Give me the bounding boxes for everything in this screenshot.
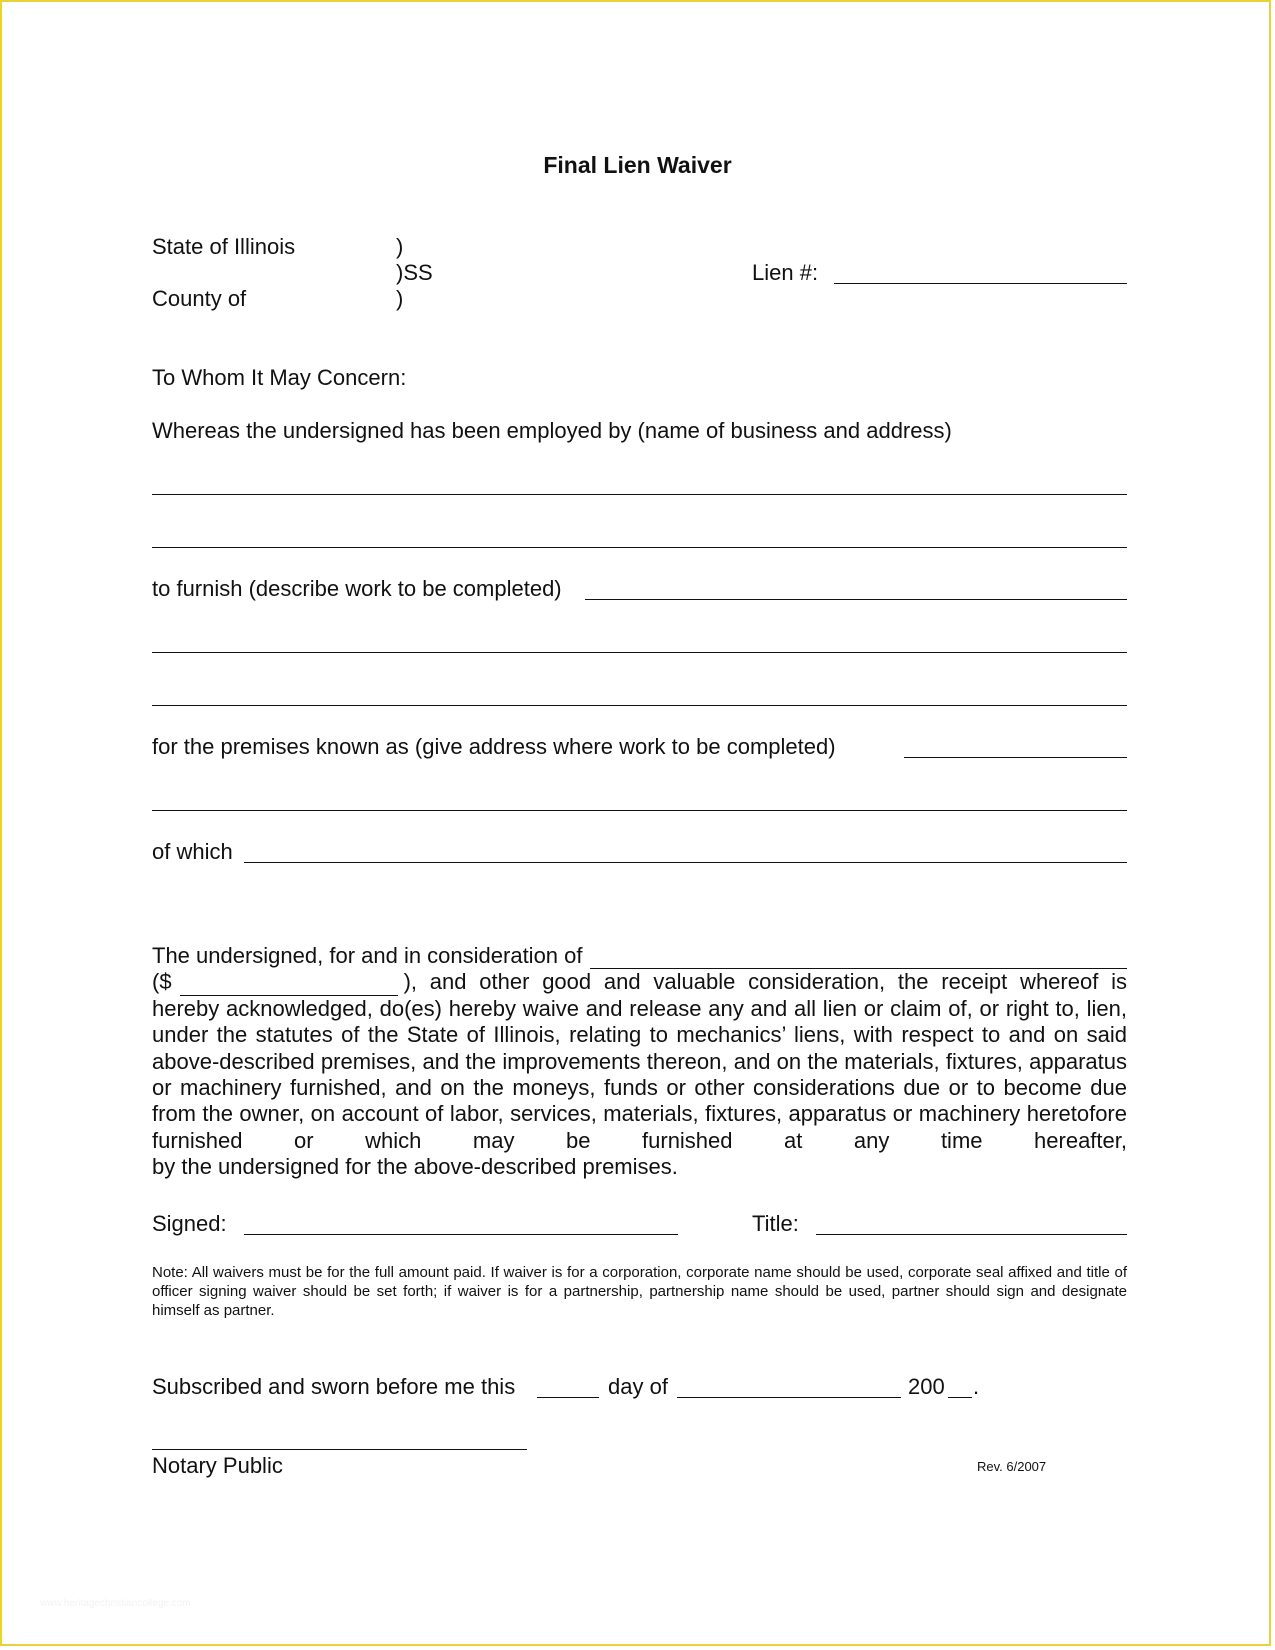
document-title: Final Lien Waiver	[543, 152, 732, 178]
employed-by-text: Whereas the undersigned has been employed by (name of business and address)	[152, 418, 952, 443]
notary-public-label: Notary Public	[152, 1453, 283, 1478]
title-label: Title:	[752, 1211, 799, 1236]
premises-text: for the premises known as (give address where work to be completed)	[152, 734, 836, 759]
signature-field[interactable]	[244, 1234, 678, 1235]
consideration-intro: The undersigned, for and in consideration of	[152, 943, 583, 968]
watermark: www.heritagechristiancollege.com	[40, 1598, 191, 1609]
consideration-words-field[interactable]	[590, 948, 1127, 969]
state-label: State of Illinois	[152, 234, 296, 259]
signed-label: Signed:	[152, 1211, 227, 1236]
lien-number-label: Lien #:	[752, 260, 819, 285]
sworn-text-part3: 200	[908, 1374, 945, 1399]
ss-label: )SS	[396, 260, 433, 285]
sworn-month-field[interactable]	[677, 1397, 901, 1398]
sworn-text-part1: Subscribed and sworn before me this	[152, 1374, 516, 1399]
salutation: To Whom It May Concern:	[152, 365, 407, 390]
sworn-year-field[interactable]	[948, 1397, 972, 1398]
paren-top: )	[396, 234, 404, 259]
county-label: County of	[152, 286, 247, 311]
note-text: Note: All waivers must be for the full amount paid. If waiver is for a corporation, corporate name should be used, corporate seal affixed and title of officer signing waiver should be set forth; if waiver is for a partnership, partnership name should be used, partner should sign and designate himself as partner.	[152, 1264, 1127, 1319]
of-which-line[interactable]	[244, 862, 1127, 863]
consideration-body: hereby acknowledged, do(es) hereby waive and release any and all lien or claim of, or right to, lien, under the statutes of the State of Illinois, relating to mechanics’ liens, with respect to and on said above-described premises, and the improvements thereon, and on the materials, fixtures, apparatus or machinery furnished, and on the moneys, funds or other considerations due or to become due from the owner, on account of labor, services, materials, fixtures, apparatus or machinery heretofore furnished or which may be furnished at any time hereafter,	[152, 995, 1127, 1153]
consideration-paragraph	[152, 943, 1127, 1181]
title-field[interactable]	[816, 1234, 1127, 1235]
premises-address-line-2[interactable]	[152, 810, 1127, 811]
furnish-text: to furnish (describe work to be completed)	[152, 576, 562, 601]
notary-signature-line[interactable]	[152, 1449, 527, 1450]
sworn-text-part2: day of	[608, 1374, 668, 1399]
work-description-line-2[interactable]	[152, 652, 1127, 653]
dollar-close: ), and other good and valuable consideration, the receipt whereof is	[403, 969, 1127, 995]
of-which-text: of which	[152, 839, 233, 864]
employer-line-1[interactable]	[152, 494, 1127, 495]
work-description-line-3[interactable]	[152, 705, 1127, 706]
employer-line-2[interactable]	[152, 547, 1127, 548]
dollar-open: ($	[152, 969, 172, 995]
lien-number-field[interactable]	[834, 283, 1127, 284]
paren-bottom: )	[396, 286, 404, 311]
consideration-last-line: by the undersigned for the above-described premises.	[152, 1154, 678, 1180]
work-description-line-1[interactable]	[585, 599, 1127, 600]
revision-label: Rev. 6/2007	[977, 1459, 1047, 1474]
consideration-first-line	[152, 943, 1127, 969]
sworn-text-part4: .	[973, 1374, 980, 1399]
consideration-second-line	[152, 969, 1127, 995]
sworn-day-field[interactable]	[537, 1397, 599, 1398]
premises-address-line-1[interactable]	[904, 757, 1127, 758]
consideration-amount-field[interactable]	[180, 975, 398, 996]
